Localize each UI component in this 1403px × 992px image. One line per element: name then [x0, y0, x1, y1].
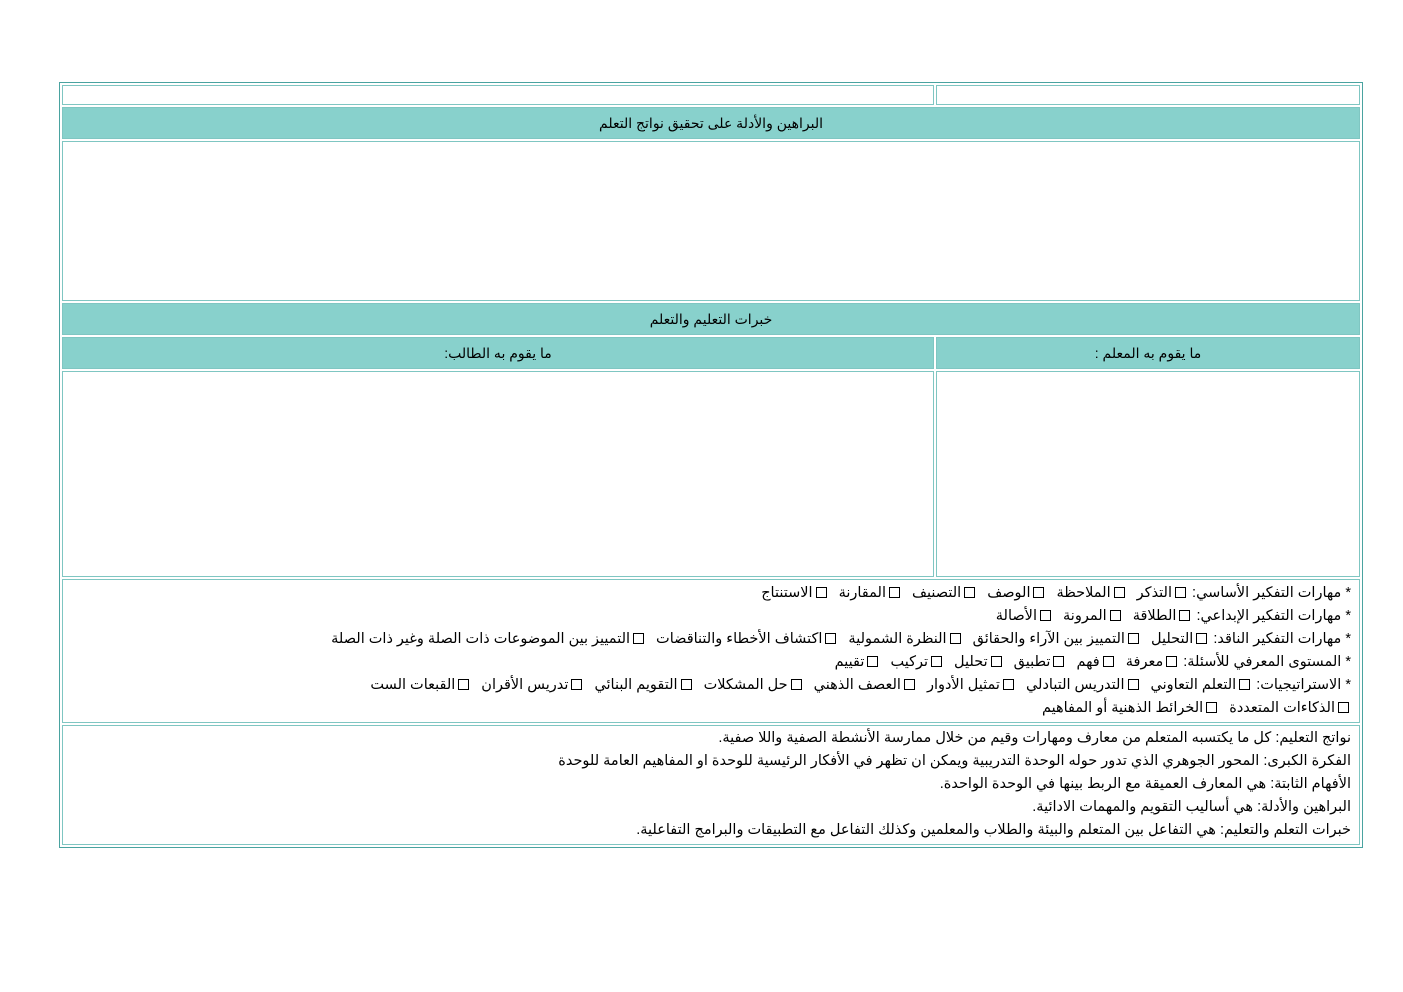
checkbox-option[interactable]: تطبيق — [1014, 651, 1067, 674]
basic-thinking-line — [63, 582, 1351, 605]
checkbox-option[interactable]: الوصف — [987, 582, 1046, 605]
checkbox-icon[interactable] — [991, 656, 1002, 667]
checkbox-icon[interactable] — [931, 656, 942, 667]
checkbox-option[interactable]: حل المشكلات — [704, 674, 804, 697]
definition-experiences: خبرات التعلم والتعليم: هي التفاعل بين المتعلم والبيئة والطلاب والمعلمين وكذلك التفاعل مع التطبيقات والبرامج التفاعلية. — [636, 822, 1351, 838]
top-blank-cell-right[interactable] — [936, 85, 1360, 105]
checkbox-option[interactable]: تمثيل الأدوار — [927, 674, 1016, 697]
checkbox-option[interactable]: اكتشاف الأخطاء والتناقضات — [656, 628, 838, 651]
checkbox-option[interactable]: الطلاقة — [1133, 605, 1193, 628]
checkbox-option[interactable]: التقويم البنائي — [594, 674, 693, 697]
roles-header-row — [62, 337, 1360, 369]
teacher-role-header: ما يقوم به المعلم : — [936, 337, 1360, 369]
checkbox-option[interactable]: الخرائط الذهنية أو المفاهيم — [1042, 697, 1219, 720]
checkbox-icon[interactable] — [571, 679, 582, 690]
creative-thinking-label: * مهارات التفكير الإبداعي: — [1196, 608, 1351, 624]
definitions-row — [62, 725, 1360, 845]
checkbox-icon[interactable] — [681, 679, 692, 690]
skills-row — [62, 579, 1360, 723]
strategies-line — [63, 674, 1351, 697]
critical-thinking-line — [63, 628, 1351, 651]
student-role-header: ما يقوم به الطالب: — [62, 337, 934, 369]
lesson-plan-table — [59, 82, 1363, 848]
top-blank-row — [62, 85, 1360, 105]
checkbox-option[interactable]: معرفة — [1126, 651, 1179, 674]
evidence-header: البراهين والأدلة على تحقيق نواتج التعلم — [62, 107, 1360, 139]
checkbox-icon[interactable] — [633, 633, 644, 644]
checkbox-option[interactable]: الاستنتاج — [761, 582, 828, 605]
checkbox-icon[interactable] — [889, 587, 900, 598]
checkbox-icon[interactable] — [1103, 656, 1114, 667]
creative-thinking-line — [63, 605, 1351, 628]
checkbox-icon[interactable] — [1338, 702, 1349, 713]
checkbox-option[interactable]: التعلم التعاوني — [1151, 674, 1253, 697]
checkbox-option[interactable]: العصف الذهني — [814, 674, 917, 697]
checkbox-icon[interactable] — [1040, 610, 1051, 621]
checkbox-option[interactable]: التمييز بين الآراء والحقائق — [973, 628, 1141, 651]
definition-big-idea: الفكرة الكبرى: المحور الجوهري الذي تدور حوله الوحدة التدريبية ويمكن ان تظهر في الأفكار الرئيسية للوحدة او المفاهيم العامة للوحدة — [558, 753, 1351, 769]
basic-thinking-label: * مهارات التفكير الأساسي: — [1192, 585, 1351, 601]
evidence-content-cell[interactable] — [62, 141, 1360, 301]
experiences-header: خبرات التعليم والتعلم — [62, 303, 1360, 335]
experiences-header-row — [62, 303, 1360, 335]
checkbox-icon[interactable] — [1053, 656, 1064, 667]
checkbox-option[interactable]: التمييز بين الموضوعات ذات الصلة وغير ذات الصلة — [331, 628, 646, 651]
checkbox-icon[interactable] — [867, 656, 878, 667]
checkbox-option[interactable]: التذكر — [1137, 582, 1188, 605]
checkbox-icon[interactable] — [825, 633, 836, 644]
checkbox-icon[interactable] — [1110, 610, 1121, 621]
checkbox-icon[interactable] — [1239, 679, 1250, 690]
checkbox-option[interactable]: فهم — [1076, 651, 1115, 674]
checkbox-option[interactable]: القبعات الست — [370, 674, 471, 697]
checkbox-icon[interactable] — [964, 587, 975, 598]
checkbox-icon[interactable] — [816, 587, 827, 598]
cognitive-level-label: * المستوى المعرفي للأسئلة: — [1183, 654, 1351, 670]
strategies-label: * الاستراتيجيات: — [1256, 677, 1351, 693]
checkbox-option[interactable]: تركيب — [890, 651, 944, 674]
checkbox-option[interactable]: المرونة — [1063, 605, 1123, 628]
cognitive-level-line — [63, 651, 1351, 674]
checkbox-icon[interactable] — [904, 679, 915, 690]
evidence-body-row — [62, 141, 1360, 301]
checkbox-option[interactable]: الذكاءات المتعددة — [1229, 697, 1351, 720]
evidence-header-row — [62, 107, 1360, 139]
checkbox-option[interactable]: تقييم — [835, 651, 881, 674]
checkbox-icon[interactable] — [458, 679, 469, 690]
definitions-cell — [62, 725, 1360, 845]
checkbox-icon[interactable] — [1033, 587, 1044, 598]
student-content-cell[interactable] — [62, 371, 934, 577]
definition-evidence: البراهين والأدلة: هي أساليب التقويم والمهمات الادائية. — [1032, 799, 1351, 815]
checkbox-option[interactable]: الملاحظة — [1057, 582, 1127, 605]
checkbox-icon[interactable] — [1179, 610, 1190, 621]
checkbox-icon[interactable] — [1128, 633, 1139, 644]
checkbox-icon[interactable] — [1196, 633, 1207, 644]
checkbox-icon[interactable] — [1128, 679, 1139, 690]
checkbox-icon[interactable] — [1003, 679, 1014, 690]
checkbox-icon[interactable] — [1175, 587, 1186, 598]
checkbox-option[interactable]: التحليل — [1151, 628, 1209, 651]
checkbox-option[interactable]: المقارنة — [839, 582, 902, 605]
definition-understandings: الأفهام الثابتة: هي المعارف العميقة مع الربط بينها في الوحدة الواحدة. — [939, 776, 1351, 792]
checkbox-icon[interactable] — [950, 633, 961, 644]
strategies-line-2 — [63, 697, 1351, 720]
checkbox-option[interactable]: التدريس التبادلي — [1026, 674, 1141, 697]
checkbox-icon[interactable] — [1166, 656, 1177, 667]
skills-cell — [62, 579, 1360, 723]
checkbox-option[interactable]: النظرة الشمولية — [848, 628, 962, 651]
roles-body-row — [62, 371, 1360, 577]
definition-outcomes: نواتج التعليم: كل ما يكتسبه المتعلم من معارف ومهارات وقيم من خلال ممارسة الأنشطة الصفية واللا صفية. — [718, 730, 1351, 746]
critical-thinking-label: * مهارات التفكير الناقد: — [1213, 631, 1351, 647]
checkbox-icon[interactable] — [1114, 587, 1125, 598]
checkbox-option[interactable]: تحليل — [954, 651, 1004, 674]
top-blank-cell-left[interactable] — [62, 85, 934, 105]
checkbox-icon[interactable] — [791, 679, 802, 690]
checkbox-icon[interactable] — [1206, 702, 1217, 713]
checkbox-option[interactable]: التصنيف — [912, 582, 977, 605]
checkbox-option[interactable]: الأصالة — [996, 605, 1053, 628]
teacher-content-cell[interactable] — [936, 371, 1360, 577]
checkbox-option[interactable]: تدريس الأقران — [481, 674, 584, 697]
